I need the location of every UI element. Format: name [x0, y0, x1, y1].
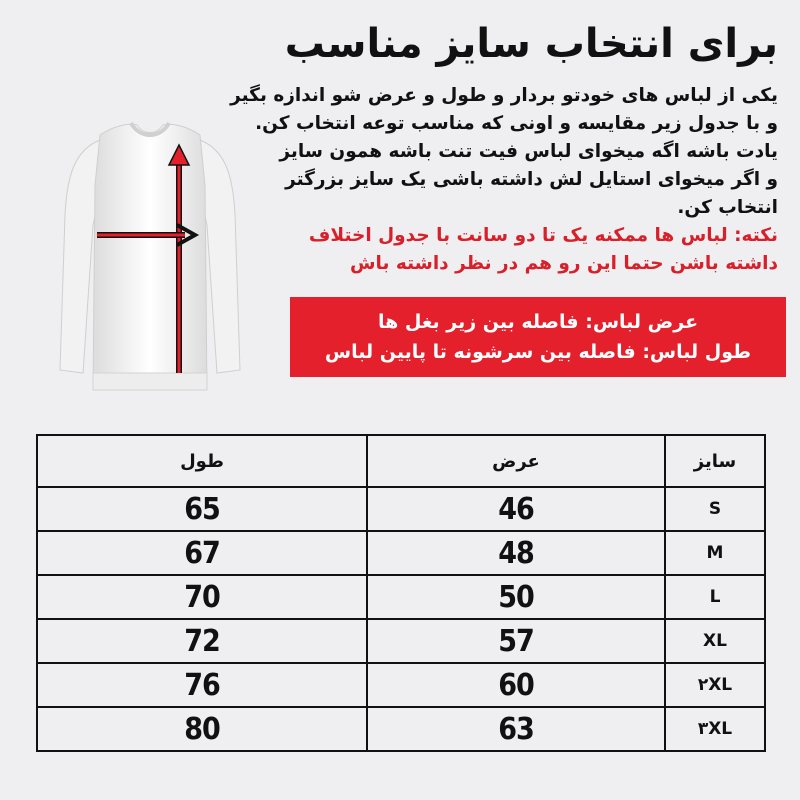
size-cell: ۳XL [665, 707, 765, 751]
table-row [37, 575, 765, 619]
size-table [36, 434, 766, 752]
instruction-line: انتخاب کن. [677, 197, 778, 218]
page-title: برای انتخاب سایز مناسب [284, 21, 778, 67]
width-cell: 57 [367, 619, 665, 663]
instruction-line: و با جدول زیر مقایسه و اونی که مناسب توعه انتخاب کن. [255, 113, 778, 134]
width-cell: 48 [367, 531, 665, 575]
width-cell: 46 [367, 487, 665, 531]
size-cell: M [665, 531, 765, 575]
table-row [37, 663, 765, 707]
table-row [37, 619, 765, 663]
instruction-line: یکی از لباس های خودتو بردار و طول و عرض شو اندازه بگیر [230, 85, 778, 106]
header-size: سایز [665, 435, 765, 487]
header-width: عرض [367, 435, 665, 487]
length-cell: 70 [37, 575, 367, 619]
length-cell: 65 [37, 487, 367, 531]
width-cell: 63 [367, 707, 665, 751]
table-header-row [37, 435, 765, 487]
table-row [37, 487, 765, 531]
length-cell: 80 [37, 707, 367, 751]
definitions-box [290, 297, 786, 377]
size-cell: XL [665, 619, 765, 663]
table-row [37, 707, 765, 751]
note-line: نکته: لباس ها ممکنه یک تا دو سانت با جدول اختلاف [308, 225, 778, 246]
instruction-line: یادت باشه اگه میخوای لباس فیت تنت باشه همون سایز [279, 141, 778, 162]
width-cell: 50 [367, 575, 665, 619]
length-cell: 76 [37, 663, 367, 707]
size-cell: L [665, 575, 765, 619]
instruction-line: و اگر میخوای استایل لش داشته باشی یک سایز بزرگتر [285, 169, 778, 190]
length-cell: 72 [37, 619, 367, 663]
length-definition: طول لباس: فاصله بین سرشونه تا پایین لباس [324, 341, 752, 363]
width-cell: 60 [367, 663, 665, 707]
note-line: داشته باشن حتما این رو هم در نظر داشته باش [350, 253, 778, 274]
header-length: طول [37, 435, 367, 487]
sweater-illustration [55, 105, 245, 405]
sweater-body [93, 124, 207, 390]
length-cell: 67 [37, 531, 367, 575]
size-cell: S [665, 487, 765, 531]
size-cell: ۲XL [665, 663, 765, 707]
instructions [218, 82, 778, 278]
table-row [37, 531, 765, 575]
width-definition: عرض لباس: فاصله بین زیر بغل ها [377, 311, 699, 333]
